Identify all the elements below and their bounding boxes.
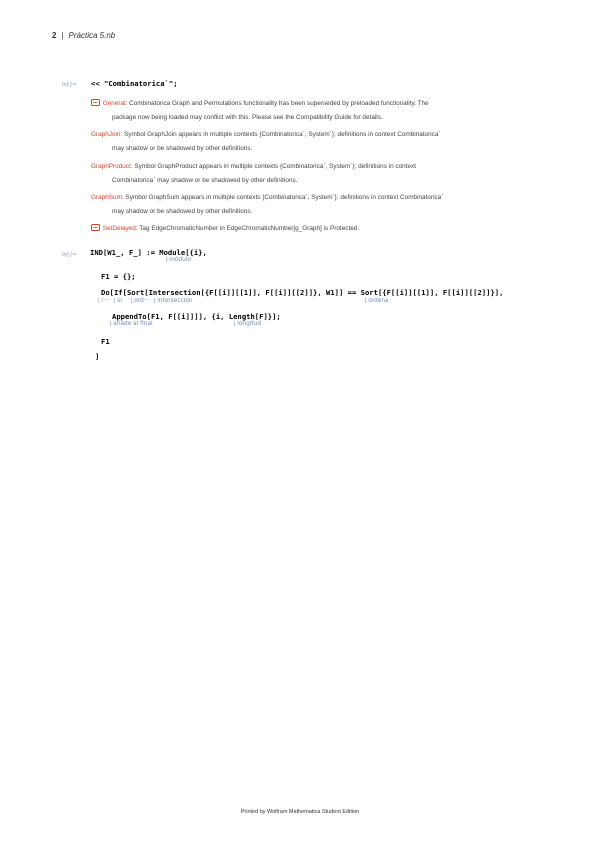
message-menu-icon[interactable]: •••: [93, 100, 98, 105]
message-graphproduct: [91, 160, 531, 188]
message-general: [91, 97, 531, 125]
code-line[interactable]: AppendTo[F1, F[[i]]]], {i, Length[F]}];: [112, 312, 281, 321]
notebook-title: Práctica 5.nb: [68, 31, 116, 40]
input-label: In[-]:=: [62, 82, 77, 88]
tooltip-modulo: ⌊ módulo: [166, 257, 191, 263]
input-cell-code[interactable]: << "Combinatorica`";: [91, 79, 178, 88]
tooltip-interseccion: ⌊ intersección: [154, 298, 193, 304]
message-menu-icon[interactable]: •••: [93, 225, 98, 230]
code-line[interactable]: F1 = {};: [101, 272, 136, 281]
tooltip-ordena: ⌊ ordena: [365, 298, 389, 304]
message-tag[interactable]: GraphJoin:: [91, 131, 123, 138]
message-tag[interactable]: SetDelayed:: [102, 225, 138, 232]
tooltip-longitud: ⌊ longitud: [234, 321, 261, 327]
page-number: 2: [52, 31, 57, 40]
header-separator: |: [61, 31, 64, 40]
tooltip-r: ⌊ r···: [98, 298, 109, 304]
input-label: In[-]:=: [62, 252, 77, 258]
message-text: Combinatorica Graph and Permutations functionality has been superseded by preloaded functionality. The: [129, 100, 429, 107]
message-text-continued: may shadow or be shadowed by other definitions.: [112, 208, 253, 215]
page-footer: Printed by Wolfram Mathematica Student Edition: [240, 809, 360, 815]
message-text: Tag EdgeChromaticNumber in EdgeChromaticNumber[g_Graph] is Protected.: [139, 225, 360, 232]
message-text-continued: package now being loaded may conflict with this. Please see the Compatibility Guide for details.: [112, 114, 383, 121]
message-text: Symbol GraphJoin appears in multiple contexts {Combinatorica`, System`}; definitions in context Combinatorica`: [124, 131, 441, 138]
message-graphsum: [91, 191, 531, 219]
message-text-continued: may shadow or be shadowed by other definitions.: [112, 145, 253, 152]
code-line[interactable]: F1: [101, 337, 110, 346]
message-text: Symbol GraphProduct appears in multiple contexts {Combinatorica`, System`}; definitions in context: [134, 163, 417, 170]
message-text-continued: Combinatorica` may shadow or be shadowed by other definitions.: [112, 177, 298, 184]
tooltip-ord: ⌊ ord···: [131, 298, 149, 304]
message-graphjoin: [91, 128, 531, 156]
tooltip-si: ⌊ si: [114, 298, 122, 304]
message-text: Symbol GraphSum appears in multiple contexts {Combinatorica`, System`}; definitions in context Combinatorica`: [125, 194, 444, 201]
code-line[interactable]: IND[W1_, F_] := Module[{i},: [90, 248, 207, 257]
tooltip-anade: ⌊ añade al final: [110, 321, 153, 327]
code-line[interactable]: Do[If[Sort[Intersection[{F[[i]][[1]], F[[i]][[2]]}, W1]] == Sort[{F[[i]][[1]], F[[i]][[2]]}],: [101, 288, 504, 297]
message-setdelayed: [91, 222, 531, 236]
message-tag[interactable]: GraphProduct:: [91, 163, 133, 170]
code-line[interactable]: ]: [95, 352, 100, 361]
message-tag[interactable]: GraphSum:: [91, 194, 124, 201]
page-header: [52, 31, 115, 40]
message-tag[interactable]: General:: [102, 100, 128, 107]
